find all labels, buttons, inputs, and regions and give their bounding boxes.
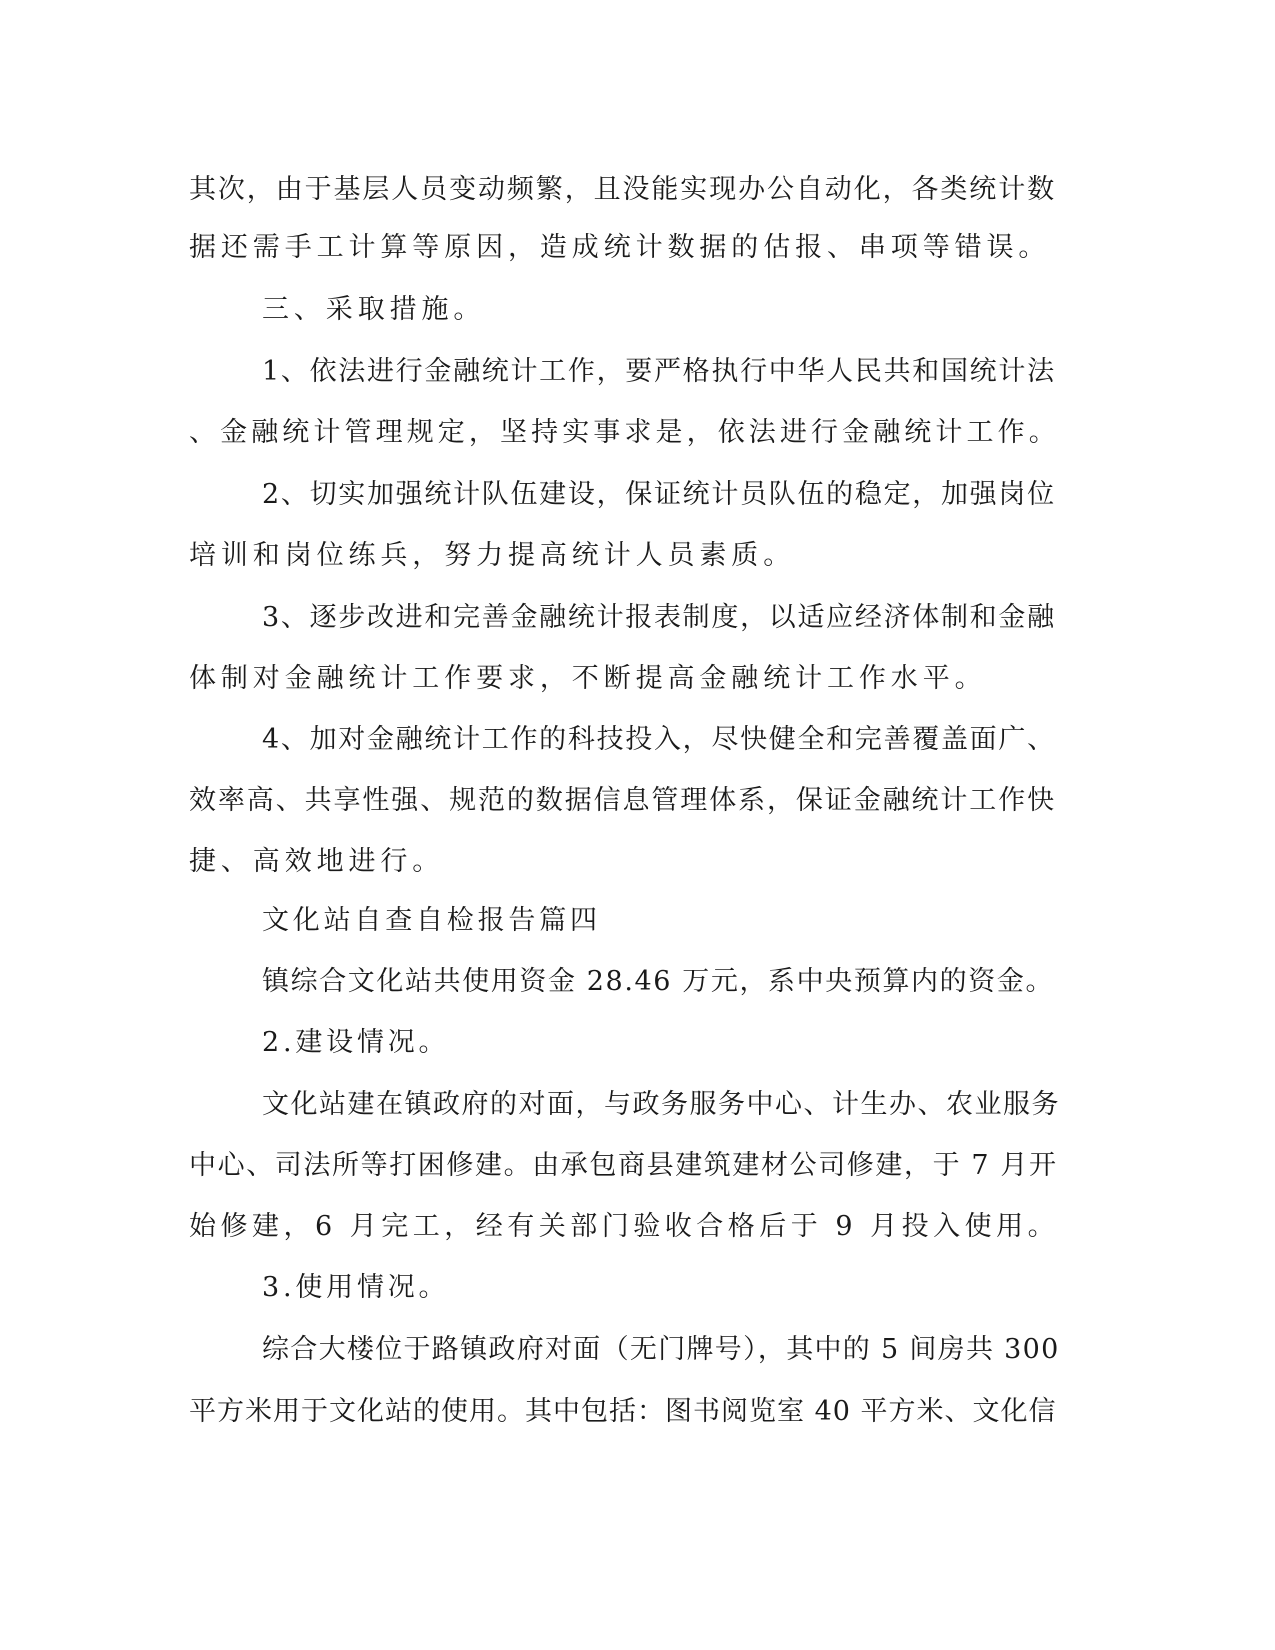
section-heading: 文化站自查自检报告篇四 bbox=[262, 905, 601, 936]
text-line: 据还需手工计算等原因，造成统计数据的估报、串项等错误。 bbox=[189, 232, 1051, 263]
text-line: 其次，由于基层人员变动频繁，且没能实现办公自动化，各类统计数 bbox=[189, 174, 1056, 205]
text-line: 捷、高效地进行。 bbox=[189, 846, 445, 877]
text-line: 效率高、共享性强、规范的数据信息管理体系，保证金融统计工作快 bbox=[189, 785, 1056, 816]
text-line: 综合大楼位于路镇政府对面（无门牌号），其中的 5 间房共 300 bbox=[262, 1334, 1060, 1365]
text-line: 文化站建在镇政府的对面，与政务服务中心、计生办、农业服务 bbox=[262, 1089, 1060, 1120]
text-line: 体制对金融统计工作要求，不断提高金融统计工作水平。 bbox=[189, 663, 987, 694]
text-line: 2、切实加强统计队伍建设，保证统计员队伍的稳定，加强岗位 bbox=[262, 479, 1056, 510]
text-line: 、金融统计管理规定，坚持实事求是，依法进行金融统计工作。 bbox=[189, 417, 1060, 448]
text-line: 镇综合文化站共使用资金 28.46 万元，系中央预算内的资金。 bbox=[262, 966, 1055, 997]
text-line: 1、依法进行金融统计工作，要严格执行中华人民共和国统计法 bbox=[262, 356, 1056, 387]
text-line: 始修建，6 月完工，经有关部门验收合格后于 9 月投入使用。 bbox=[189, 1211, 1060, 1242]
text-line: 培训和岗位练兵，努力提高统计人员素质。 bbox=[189, 540, 796, 571]
text-line: 平方米用于文化站的使用。其中包括：图书阅览室 40 平方米、文化信 bbox=[189, 1396, 1057, 1427]
section-heading: 2.建设情况。 bbox=[262, 1027, 450, 1058]
text-line: 中心、司法所等打困修建。由承包商县建筑建材公司修建，于 7 月开 bbox=[189, 1150, 1058, 1181]
section-heading: 三、采取措施。 bbox=[262, 294, 486, 325]
text-line: 4、加对金融统计工作的科技投入，尽快健全和完善覆盖面广、 bbox=[262, 724, 1056, 755]
text-line: 3、逐步改进和完善金融统计报表制度，以适应经济体制和金融 bbox=[262, 602, 1056, 633]
section-heading: 3.使用情况。 bbox=[262, 1272, 450, 1303]
